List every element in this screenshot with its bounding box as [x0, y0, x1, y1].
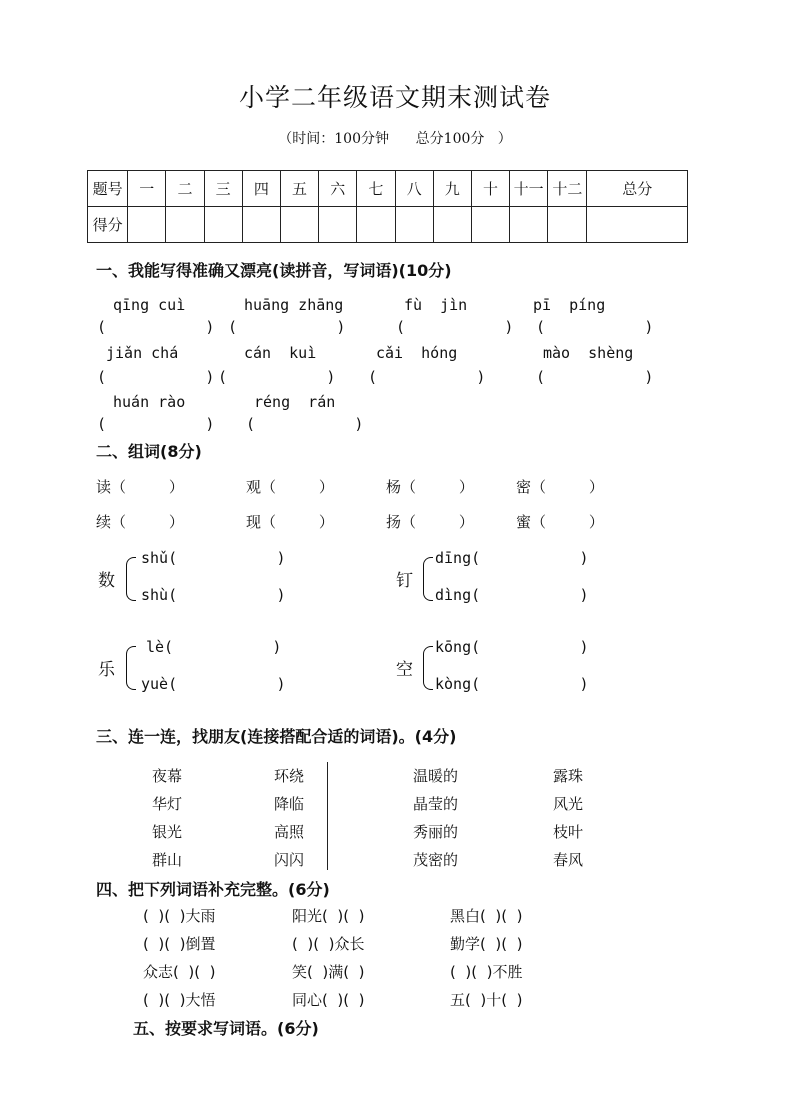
column-divider [327, 762, 328, 870]
polyphone-char: 钉 [396, 571, 413, 591]
match-word[interactable]: 温暖的 [413, 767, 459, 785]
idiom-blank[interactable]: 众志( )( ) [143, 963, 216, 981]
match-word[interactable]: 环绕 [274, 767, 305, 785]
word-item[interactable]: 密（ ） [516, 478, 604, 496]
score-header-cell: 十二 [548, 171, 587, 207]
score-header-cell: 七 [357, 171, 395, 207]
match-word[interactable]: 华灯 [152, 795, 183, 813]
pinyin: mào shèng [543, 344, 634, 362]
polyphone-blank[interactable]: kòng( ) [435, 675, 589, 693]
pinyin: huāng zhāng [244, 296, 344, 314]
word-item[interactable]: 蜜（ ） [516, 513, 604, 531]
score-cell[interactable] [395, 207, 433, 243]
polyphone-blank[interactable]: dìng( ) [435, 586, 589, 604]
answer-blank[interactable]: ( ) [97, 318, 215, 336]
page-title: 小学二年级语文期末测试卷 [238, 83, 551, 112]
pinyin: cǎi hóng [376, 344, 458, 362]
score-header-row [88, 171, 688, 207]
pinyin: huán rào [113, 393, 186, 411]
score-cell[interactable] [242, 207, 280, 243]
polyphone-blank[interactable]: shǔ( ) [141, 549, 286, 567]
word-item[interactable]: 扬（ ） [386, 513, 474, 531]
pinyin: réng rán [254, 393, 336, 411]
word-item[interactable]: 杨（ ） [386, 478, 474, 496]
section-4-heading: 四、把下列词语补充完整。(6分) [96, 880, 330, 899]
score-header-cell: 三 [204, 171, 242, 207]
idiom-blank[interactable]: ( )( )大悟 [143, 991, 216, 1009]
score-cell[interactable] [357, 207, 395, 243]
pinyin: qīng cuì [113, 296, 186, 314]
score-cell[interactable] [319, 207, 357, 243]
match-word[interactable]: 晶莹的 [413, 795, 459, 813]
score-header-cell: 十一 [510, 171, 548, 207]
idiom-blank[interactable]: 阳光( )( ) [292, 907, 365, 925]
word-item[interactable]: 现（ ） [246, 513, 334, 531]
score-cell[interactable] [587, 207, 688, 243]
answer-blank[interactable]: ( ) [218, 368, 336, 386]
score-cell[interactable] [510, 207, 548, 243]
answer-blank[interactable]: ( ) [368, 368, 486, 386]
section-1-heading: 一、我能写得准确又漂亮(读拼音，写词语)(10分) [96, 261, 452, 280]
polyphone-char: 空 [396, 660, 413, 680]
match-word[interactable]: 露珠 [553, 767, 584, 785]
pinyin: pī píng [533, 296, 606, 314]
idiom-blank[interactable]: ( )( )众长 [292, 935, 365, 953]
score-header-cell: 九 [433, 171, 471, 207]
idiom-blank[interactable]: 笑( )满( ) [292, 963, 365, 981]
answer-blank[interactable]: ( ) [97, 415, 215, 433]
match-word[interactable]: 降临 [274, 795, 305, 813]
pinyin: cán kuì [244, 344, 317, 362]
answer-blank[interactable]: ( ) [396, 318, 514, 336]
score-header-cell: 一 [128, 171, 166, 207]
score-cell[interactable] [280, 207, 318, 243]
answer-blank[interactable]: ( ) [246, 415, 364, 433]
score-header-cell: 二 [166, 171, 204, 207]
brace-icon [423, 557, 433, 601]
match-word[interactable]: 秀丽的 [413, 823, 459, 841]
polyphone-blank[interactable]: kōng( ) [435, 638, 589, 656]
score-header-cell: 八 [395, 171, 433, 207]
score-header-cell: 六 [319, 171, 357, 207]
score-row [88, 207, 688, 243]
exam-info: （时间：100分钟 总分100分 ） [278, 131, 512, 147]
idiom-blank[interactable]: 勤学( )( ) [450, 935, 523, 953]
score-cell[interactable] [128, 207, 166, 243]
score-cell[interactable] [433, 207, 471, 243]
answer-blank[interactable]: ( ) [97, 368, 215, 386]
match-word[interactable]: 群山 [152, 851, 183, 869]
idiom-blank[interactable]: 同心( )( ) [292, 991, 365, 1009]
score-row-label: 得分 [88, 207, 128, 243]
polyphone-blank[interactable]: shù( ) [141, 586, 286, 604]
score-cell[interactable] [204, 207, 242, 243]
answer-blank[interactable]: ( ) [536, 318, 654, 336]
score-cell[interactable] [548, 207, 587, 243]
score-header-cell: 五 [280, 171, 318, 207]
section-5-heading: 五、按要求写词语。(6分) [133, 1019, 319, 1038]
answer-blank[interactable]: ( ) [536, 368, 654, 386]
polyphone-char: 数 [98, 571, 115, 591]
pinyin: fù jìn [404, 296, 468, 314]
idiom-blank[interactable]: 黑白( )( ) [450, 907, 523, 925]
word-item[interactable]: 续（ ） [96, 513, 184, 531]
word-item[interactable]: 观（ ） [246, 478, 334, 496]
section-2-heading: 二、组词(8分) [96, 442, 202, 461]
score-table [87, 170, 688, 243]
match-word[interactable]: 高照 [274, 823, 305, 841]
section-3-heading: 三、连一连，找朋友(连接搭配合适的词语)。(4分) [96, 727, 457, 746]
match-word[interactable]: 枝叶 [553, 823, 584, 841]
match-word[interactable]: 闪闪 [274, 851, 305, 869]
idiom-blank[interactable]: ( )( )大雨 [143, 907, 216, 925]
polyphone-blank[interactable]: lè( ) [146, 638, 282, 656]
score-header-cell: 十 [471, 171, 509, 207]
score-cell[interactable] [166, 207, 204, 243]
answer-blank[interactable]: ( ) [228, 318, 346, 336]
brace-icon [423, 646, 433, 690]
brace-icon [126, 557, 136, 601]
polyphone-blank[interactable]: dīng( ) [435, 549, 589, 567]
polyphone-blank[interactable]: yuè( ) [141, 675, 286, 693]
idiom-blank[interactable]: ( )( )倒置 [143, 935, 216, 953]
score-header-cell: 题号 [88, 171, 128, 207]
match-word[interactable]: 银光 [152, 823, 183, 841]
score-cell[interactable] [471, 207, 509, 243]
polyphone-char: 乐 [98, 660, 115, 680]
score-header-cell: 四 [242, 171, 280, 207]
idiom-blank[interactable]: ( )( )不胜 [450, 963, 523, 981]
match-word[interactable]: 春风 [553, 851, 584, 869]
score-header-cell: 总分 [587, 171, 688, 207]
word-item[interactable]: 读（ ） [96, 478, 184, 496]
match-word[interactable]: 夜幕 [152, 767, 183, 785]
match-word[interactable]: 风光 [553, 795, 584, 813]
idiom-blank[interactable]: 五( )十( ) [450, 991, 523, 1009]
brace-icon [126, 646, 136, 690]
pinyin: jiǎn chá [106, 344, 179, 362]
match-word[interactable]: 茂密的 [413, 851, 459, 869]
